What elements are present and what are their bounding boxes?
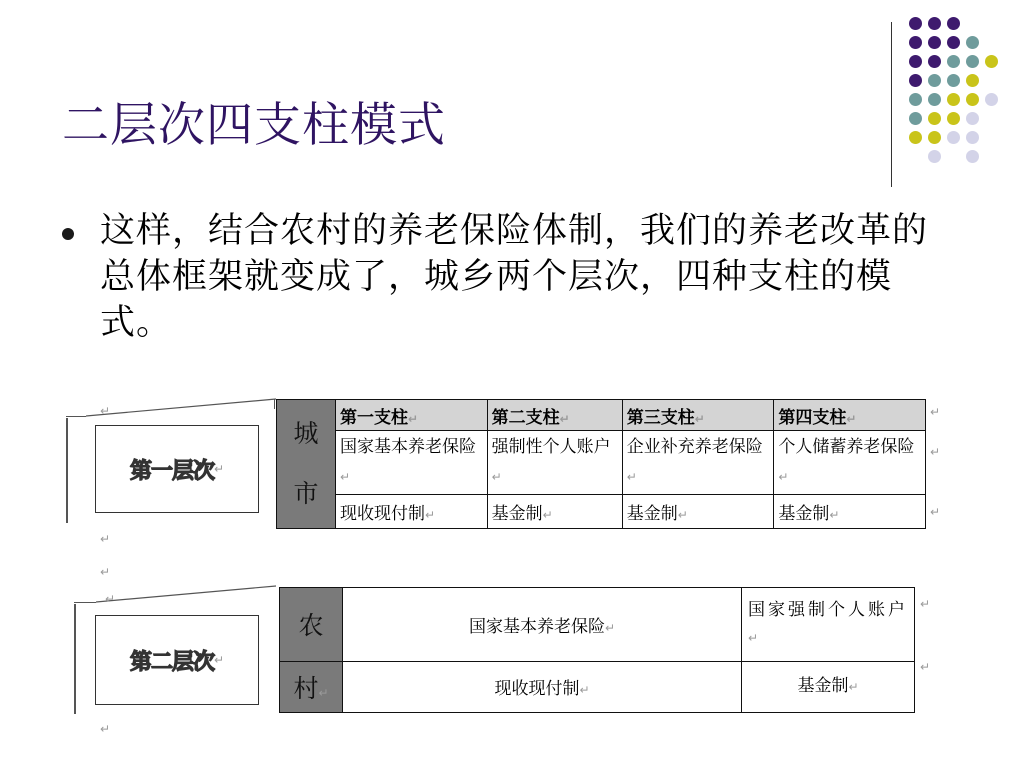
side-label-bottom: 市: [293, 479, 319, 508]
slide-title: 二层次四支柱模式: [62, 98, 446, 153]
pillar-header: 第四支柱↵: [774, 400, 926, 431]
decorative-dot: [966, 55, 979, 68]
frame-line: [74, 602, 96, 603]
decorative-dot: [928, 93, 941, 106]
decorative-dot: [928, 17, 941, 30]
decorative-dot: [966, 131, 979, 144]
decorative-dot: [909, 131, 922, 144]
decorative-dot: [947, 17, 960, 30]
decorative-dot: [928, 55, 941, 68]
decorative-dot: [947, 112, 960, 125]
layer1-label-box: 第一层次 ↵: [95, 425, 259, 513]
return-mark-icon: ↵: [930, 405, 941, 419]
return-mark-icon: ↵: [100, 722, 111, 736]
decorative-dot: [985, 93, 998, 106]
return-mark-icon: ↵: [930, 505, 941, 519]
decorative-dot: [947, 131, 960, 144]
pillar-content-cell: 国家基本养老保险↵: [336, 431, 488, 495]
return-mark-icon: ↵: [100, 404, 111, 418]
decorative-dot: [966, 36, 979, 49]
layer2-table: [279, 587, 915, 713]
return-mark-icon: ↵: [100, 532, 111, 546]
funding-cell: 现收现付制↵: [336, 495, 488, 529]
frame-slant-line: [86, 396, 276, 420]
decorative-dot: [947, 93, 960, 106]
return-mark-icon: ↵: [930, 445, 941, 459]
layer2-side-cell: 农: [280, 588, 343, 662]
layer1-label: 第一层次: [129, 458, 214, 484]
return-mark-icon: ↵: [920, 660, 931, 674]
decorative-dot: [909, 55, 922, 68]
frame-line: [66, 416, 86, 417]
decorative-divider-line: [891, 22, 892, 187]
decorative-dot: [966, 93, 979, 106]
pillar-content-cell: 强制性个人账户↵: [487, 431, 622, 495]
layer1-table: [276, 399, 926, 529]
decorative-dot: [985, 55, 998, 68]
return-mark-icon: ↵: [105, 592, 116, 606]
bullet-text: 这样，结合农村的养老保险体制，我们的养老改革的总体框架就变成了，城乡两个层次，四种支柱的模式。: [100, 211, 929, 343]
frame-slant-line: [96, 584, 276, 606]
decorative-dot: [928, 131, 941, 144]
frame-line: [274, 399, 275, 409]
decorative-dot: [909, 17, 922, 30]
layer1-side-cell: [277, 400, 336, 529]
layer2-label: 第二层次: [129, 649, 214, 675]
layer2-label-box: 第二层次 ↵: [95, 615, 259, 705]
decorative-dot: [909, 74, 922, 87]
pillar-header: 第一支柱↵: [336, 400, 488, 431]
funding-cell: 基金制↵: [774, 495, 926, 529]
funding-cell: 基金制↵: [622, 495, 774, 529]
decorative-dot: [909, 36, 922, 49]
decorative-dot: [947, 36, 960, 49]
layer2-right-cell: 国家强制个人账户↵: [742, 588, 915, 662]
layer2-content-cell: 现收现付制↵: [343, 661, 742, 712]
bullet-dot-icon: [62, 228, 74, 240]
decorative-dot: [966, 150, 979, 163]
frame-line: [66, 418, 68, 523]
return-mark-icon: ↵: [920, 597, 931, 611]
decorative-dot: [966, 74, 979, 87]
decorative-dot: [947, 74, 960, 87]
return-mark-icon: ↵: [100, 565, 111, 579]
frame-line: [74, 604, 76, 714]
pillar-header: 第二支柱↵: [487, 400, 622, 431]
decorative-dot: [966, 112, 979, 125]
decorative-dot: [928, 150, 941, 163]
layer2-right-cell: 基金制↵: [742, 661, 915, 712]
decorative-dot: [928, 74, 941, 87]
decorative-dot: [909, 93, 922, 106]
pillar-header: 第三支柱↵: [622, 400, 774, 431]
pillar-content-cell: 个人储蓄养老保险↵: [774, 431, 926, 495]
pillar-content-cell: 企业补充养老保险↵: [622, 431, 774, 495]
layer2-content-cell: 国家基本养老保险↵: [343, 588, 742, 662]
decorative-dot: [947, 55, 960, 68]
side-label-top: 城: [293, 419, 319, 448]
funding-cell: 基金制↵: [487, 495, 622, 529]
decorative-dot: [928, 36, 941, 49]
layer2-side-cell: 村↵: [280, 661, 343, 712]
decorative-dot: [909, 112, 922, 125]
decorative-dot: [928, 112, 941, 125]
